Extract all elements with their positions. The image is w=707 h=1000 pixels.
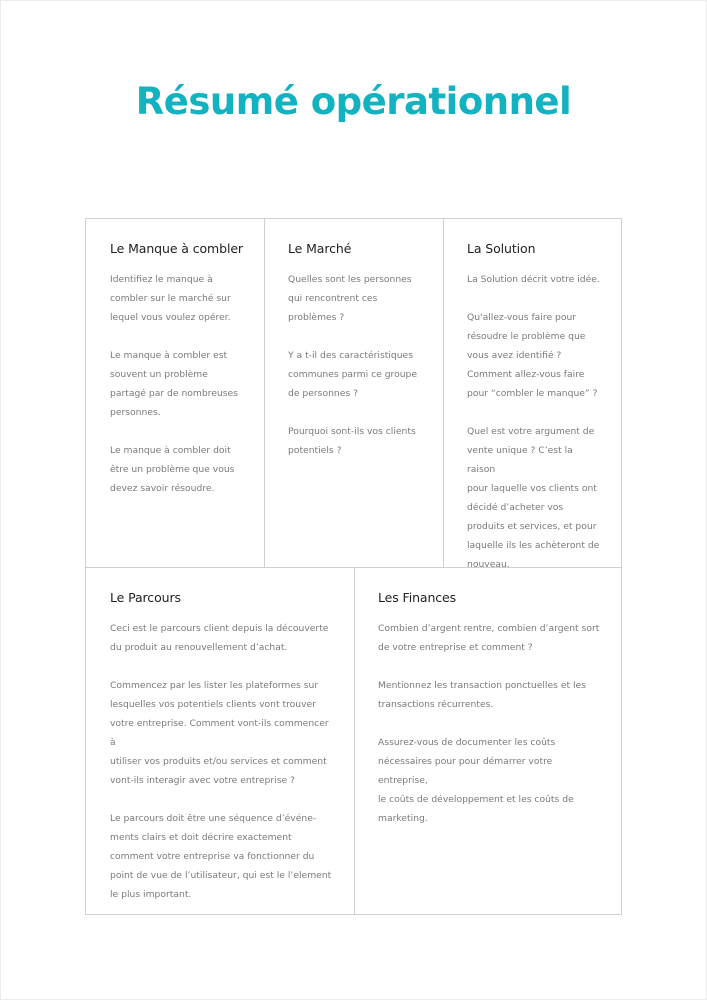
section-finances [355, 567, 621, 914]
section-paragraph: Le manque à combler doit être un problème que vous devez savoir résoudre. [110, 445, 235, 494]
section-solution [444, 219, 621, 568]
section-heading: La Solution [467, 241, 536, 256]
section-paragraph: Combien d’argent rentre, combien d’argent sort de votre entreprise et comment ? [378, 623, 600, 653]
section-paragraph: Qu'allez-vous faire pour résoudre le problème que vous avez identifié ? Comment allez-vous faire pour “combler le manque” ? [467, 312, 598, 399]
section-paragraph: Quelles sont les personnes qui rencontrent ces problèmes ? [288, 274, 412, 323]
page-title: Résumé opérationnel [135, 80, 572, 123]
section-paragraph: La Solution décrit votre idée. [467, 274, 600, 285]
section-paragraph: Commencez par les lister les plateformes sur lesquelles vos potentiels clients vont trouver votre entreprise. Comment vont-ils commencer à utiliser vos produits et/ou services et comment vont-ils interagir avec votre entreprise ? [110, 680, 329, 786]
section-market [265, 219, 444, 568]
section-journey [86, 567, 355, 914]
section-paragraph: Ceci est le parcours client depuis la découverte du produit au renouvellement d’achat. [110, 623, 329, 653]
section-paragraph: Pourquoi sont-ils vos clients potentiels ? [288, 426, 416, 456]
section-paragraph: Le parcours doit être une séquence d’événe- ments clairs et doit décrire exactement comment votre entreprise va fonctionner du point de vue de l’utilisateur, qui est le l’element le plus important. [110, 813, 332, 900]
section-heading: Le Parcours [110, 590, 181, 605]
section-paragraph: Assurez-vous de documenter les coûts nécessaires pour pour démarrer votre entreprise, le coûts de développement et les coûts de marketing. [378, 737, 574, 824]
section-heading: Le Manque à combler [110, 241, 243, 256]
section-gap [86, 219, 265, 568]
section-paragraph: Identifiez le manque à combler sur le marché sur lequel vous voulez opérer. [110, 274, 231, 323]
canvas-grid [85, 218, 622, 915]
section-paragraph: Quel est votre argument de vente unique ? C’est la raison pour laquelle vos clients ont décidé d’acheter vos produits et services, et pour laquelle ils les achèteront de nouveau. [467, 426, 600, 570]
section-paragraph: Mentionnez les transaction ponctuelles et les transactions récurrentes. [378, 680, 586, 710]
section-heading: Les Finances [378, 590, 457, 605]
section-heading: Le Marché [288, 241, 352, 256]
section-paragraph: Y a t-il des caractéristiques communes parmi ce groupe de personnes ? [288, 350, 418, 399]
section-paragraph: Le manque à combler est souvent un problème partagé par de nombreuses personnes. [110, 350, 238, 418]
